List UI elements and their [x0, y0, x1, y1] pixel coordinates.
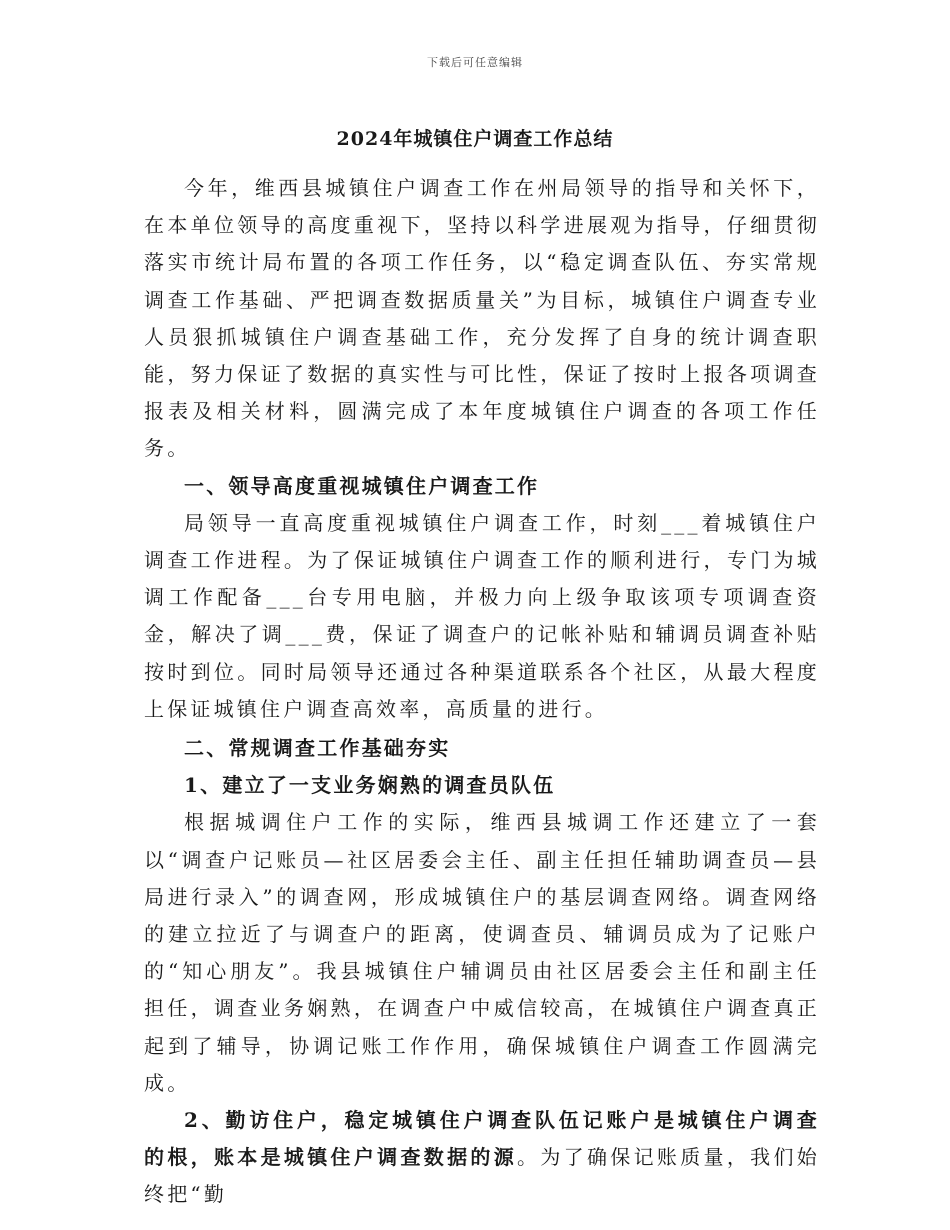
- paragraph-visits-bold: 2、勤访住户，稳定城镇住户调查队伍记账户是城镇住户调查的根，账本是城镇住户调查数据的源: [144, 1108, 820, 1170]
- paragraph-team: 根据城调住户工作的实际，维西县城调工作还建立了一套以“调查户记账员—社区居委会主任、副主任担任辅助调查员—县局进行录入”的调查网，形成城镇住户的基层调查网络。调查网络的建立拉近了与调查户的距离，使调查员、辅调员成为了记账户的“知心朋友”。我县城镇住户辅调员由社区居委会主任和副主任担任，调查业务娴熟，在调查户中威信较高，在城镇住户调查真正起到了辅导，协调记账工作作用，确保城镇住户调查工作圆满完成。: [144, 810, 820, 1095]
- paragraph-intro: 今年，维西县城镇住户调查工作在州局领导的指导和关怀下，在本单位领导的高度重视下，坚持以科学进展观为指导，仔细贯彻落实市统计局布置的各项工作任务，以“稳定调查队伍、夯实常规调查工作基础、严把调查数据质量关”为目标，城镇住户调查专业人员狠抓城镇住户调查基础工作，充分发挥了自身的统计调查职能，努力保证了数据的真实性与可比性，保证了按时上报各项调查报表及相关材料，圆满完成了本年度城镇住户调查的各项工作任务。: [144, 176, 820, 461]
- document-body: [144, 170, 820, 1214]
- paragraph-visits: [144, 1102, 820, 1214]
- section-heading-1: 一、领导高度重视城镇住户调查工作: [184, 473, 540, 498]
- paragraph-leadership: 局领导一直高度重视城镇住户调查工作，时刻___着城镇住户调查工作进程。为了保证城镇住户调查工作的顺利进行，专门为城调工作配备___台专用电脑，并极力向上级争取该项专项调查资金，解决了调___费，保证了调查户的记帐补贴和辅调员调查补贴按时到位。同时局领导还通过各种渠道联系各个社区，从最大程度上保证城镇住户调查高效率，高质量的进行。: [144, 510, 820, 721]
- section-heading-2: 二、常规调查工作基础夯实: [184, 736, 451, 761]
- document-title: 2024年城镇住户调查工作总结: [336, 128, 614, 150]
- header-note: 下载后可任意编辑: [427, 56, 523, 69]
- paragraph-visits-rest: 。为了确保记账质量，我们始终把“勤: [144, 1145, 820, 1207]
- subsection-heading-1: 1、建立了一支业务娴熟的调查员队伍: [184, 773, 556, 798]
